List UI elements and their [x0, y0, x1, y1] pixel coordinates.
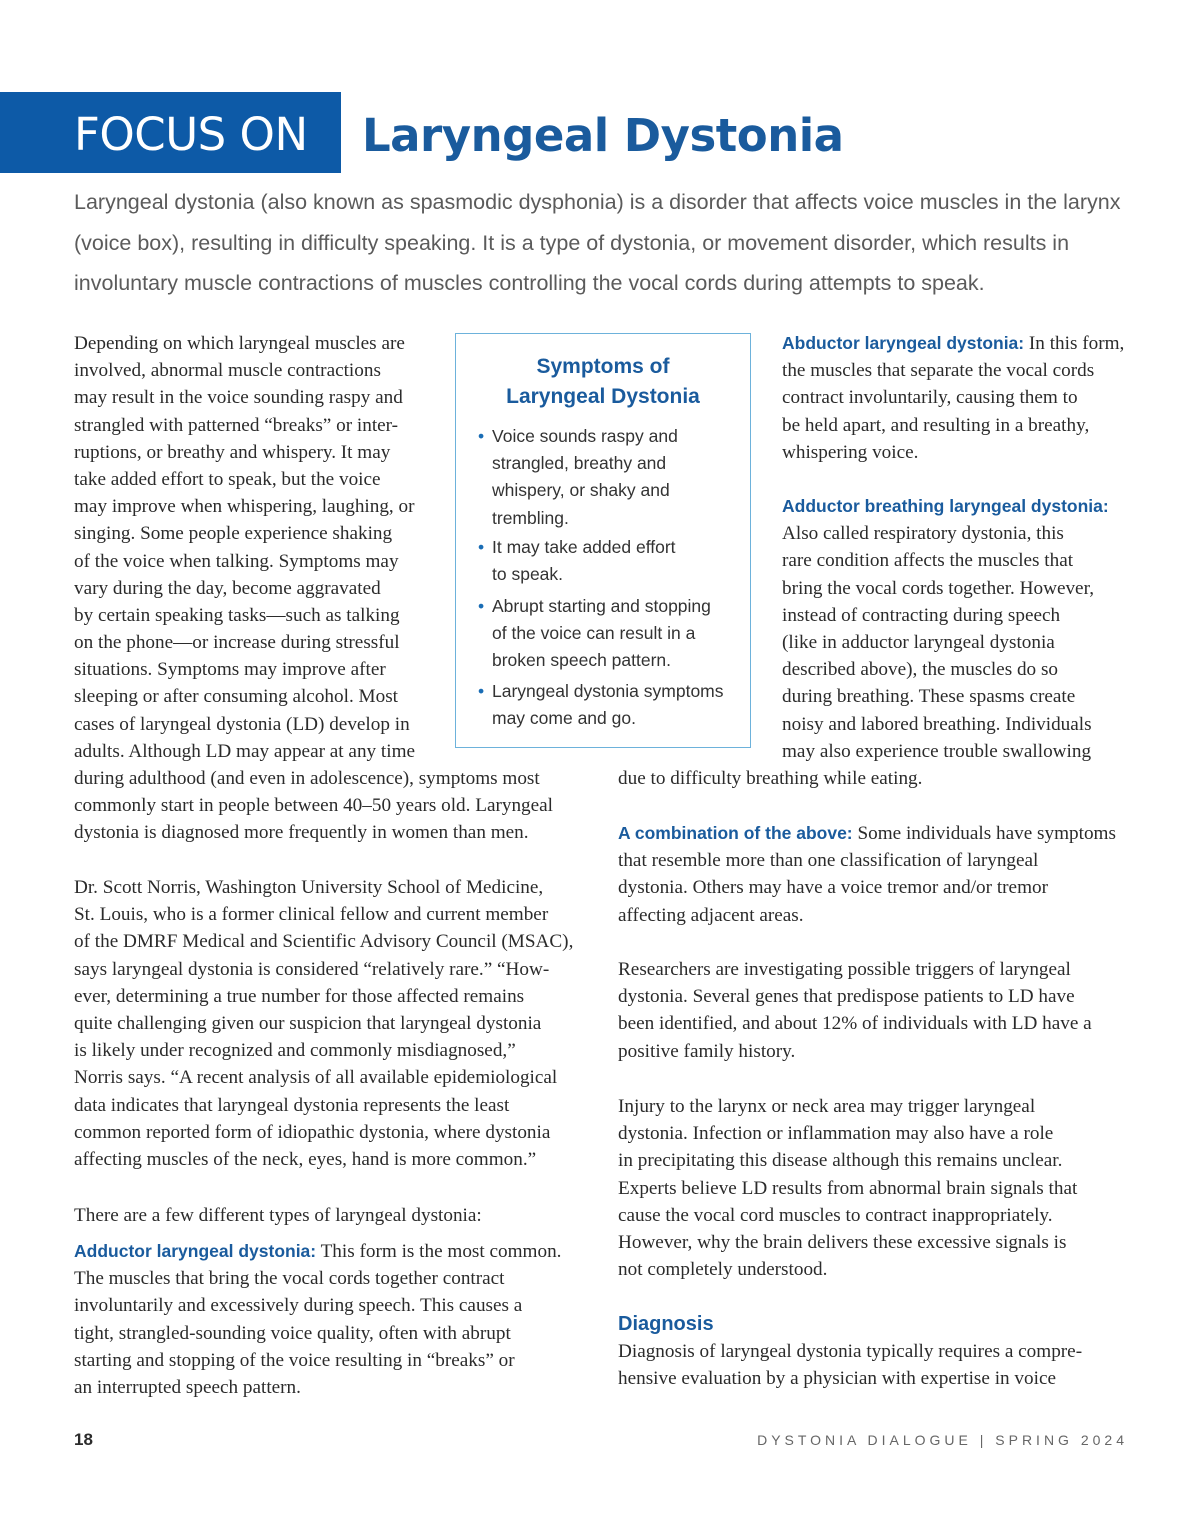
- text-line: of the DMRF Medical and Scientific Advisory Council (MSAC),: [74, 931, 574, 953]
- text-line: dystonia is diagnosed more frequently in women than men.: [74, 822, 529, 844]
- text-line: be held apart, and resulting in a breathy,: [782, 414, 1090, 436]
- text-line: whispery, or shaky and: [492, 480, 670, 501]
- text-line: Experts believe LD results from abnormal brain signals that: [618, 1177, 1078, 1199]
- text-line: quite challenging given our suspicion that laryngeal dystonia: [74, 1012, 542, 1034]
- page-title: Laryngeal Dystonia: [362, 109, 844, 162]
- text-line: described above), the muscles do so: [782, 659, 1059, 681]
- text-line: St. Louis, who is a former clinical fellow and current member: [74, 904, 549, 926]
- text-line: by certain speaking tasks—such as talking: [74, 604, 400, 626]
- text-line: on the phone—or increase during stressful: [74, 632, 400, 654]
- text-line: affecting adjacent areas.: [618, 904, 804, 926]
- text-line: The muscles that bring the vocal cords together contract: [74, 1268, 505, 1290]
- researchers-paragraph: [618, 956, 1092, 1065]
- text-line: of the voice when talking. Symptoms may: [74, 550, 399, 572]
- text-line: (like in adductor laryngeal dystonia: [782, 631, 1055, 653]
- types-intro-text: There are a few different types of laryngeal dystonia:: [74, 1205, 482, 1226]
- combination-first-line: [618, 820, 1116, 847]
- text-line: adults. Although LD may appear at any time: [74, 740, 416, 762]
- text-line: cases of laryngeal dystonia (LD) develop in: [74, 713, 410, 735]
- injury-paragraph: [618, 1093, 1077, 1283]
- text-line: Depending on which laryngeal muscles are: [74, 333, 405, 354]
- text-line: sleeping or after consuming alcohol. Most: [74, 686, 398, 708]
- bullet-icon: •: [478, 681, 485, 701]
- text-line: dystonia. Several genes that predispose patients to LD have: [618, 986, 1075, 1008]
- text-line: involuntarily and excessively during speech. This causes a: [74, 1295, 523, 1317]
- banner-label: FOCUS ON: [74, 108, 308, 161]
- sidebar-title-line: Symptoms of: [536, 355, 670, 378]
- bullet-icon: •: [478, 426, 485, 446]
- text-line: Abrupt starting and stopping: [492, 596, 711, 616]
- text-line: affecting muscles of the neck, eyes, hand is more common.”: [74, 1148, 537, 1170]
- text-line: an interrupted speech pattern.: [74, 1376, 301, 1398]
- text-line: to speak.: [492, 564, 564, 585]
- sidebar-title-line: Laryngeal Dystonia: [506, 385, 700, 408]
- text-line: the muscles that separate the vocal cords: [782, 360, 1095, 382]
- text-line: may also experience trouble swallowing: [782, 740, 1092, 762]
- intro-paragraph: Laryngeal dystonia (also known as spasmodic dysphonia) is a disorder that affects voice muscles in the larynx (voice box), resulting in difficulty speaking. It is a type of dystonia, or movement disorder, which results in involuntary muscle contractions of muscles controlling the vocal cords during attempts to speak.: [74, 190, 1121, 295]
- abductor-first-rest: In this form,: [1024, 333, 1125, 354]
- text-line: vary during the day, become aggravated: [74, 577, 381, 599]
- abductor-lead: Abductor laryngeal dystonia:: [782, 333, 1025, 353]
- text-line: take added effort to speak, but the voice: [74, 468, 381, 490]
- text-line: data indicates that laryngeal dystonia represents the least: [74, 1094, 510, 1116]
- text-line: Diagnosis of laryngeal dystonia typically requires a compre-: [618, 1341, 1083, 1362]
- text-line: during adulthood (and even in adolescence), symptoms most: [74, 768, 540, 789]
- page-number: 18: [74, 1430, 93, 1449]
- text-line: Researchers are investigating possible triggers of laryngeal: [618, 959, 1071, 980]
- text-line: ruptions, or breathy and whispery. It may: [74, 441, 391, 463]
- adductor-first-rest: This form is the most common.: [316, 1241, 562, 1262]
- text-line: It may take added effort: [492, 537, 676, 557]
- focus-on-banner: [0, 92, 341, 173]
- text-line: may improve when whispering, laughing, or: [74, 496, 415, 518]
- abductor-paragraph: [782, 330, 1124, 466]
- text-line: may come and go.: [492, 708, 636, 729]
- text-line: tight, strangled-sounding voice quality, often with abrupt: [74, 1322, 511, 1344]
- text-line: noisy and labored breathing. Individuals: [782, 713, 1092, 735]
- text-line: dystonia. Others may have a voice tremor and/or tremor: [618, 877, 1048, 899]
- text-line: is likely under recognized and commonly misdiagnosed,”: [74, 1040, 516, 1062]
- bullet-icon: •: [478, 596, 485, 616]
- text-line: bring the vocal cords together. However,: [782, 577, 1094, 599]
- norris-paragraph: [74, 874, 573, 1173]
- text-line: that resemble more than one classification of laryngeal: [618, 850, 1039, 872]
- left-column-top: [74, 330, 553, 847]
- text-line: commonly start in people between 40–50 years old. Laryngeal: [74, 795, 554, 817]
- text-line: Injury to the larynx or neck area may trigger laryngeal: [618, 1096, 1036, 1117]
- text-line: strangled with patterned “breaks” or inter-: [74, 414, 399, 436]
- text-line: during breathing. These spasms create: [782, 686, 1076, 708]
- text-line: involved, abnormal muscle contractions: [74, 360, 381, 382]
- text-line: positive family history.: [618, 1040, 796, 1062]
- text-line: common reported form of idiopathic dystonia, where dystonia: [74, 1121, 551, 1143]
- adductor-breathing-lead: Adductor breathing laryngeal dystonia:: [782, 496, 1109, 516]
- text-line: rare condition affects the muscles that: [782, 550, 1074, 572]
- text-line: situations. Symptoms may improve after: [74, 659, 386, 681]
- abductor-first-line: [782, 330, 1124, 357]
- text-line: broken speech pattern.: [492, 650, 672, 671]
- text-line: contract involuntarily, causing them to: [782, 387, 1078, 409]
- text-line: not completely understood.: [618, 1259, 828, 1281]
- adductor-breathing-wide-line: due to difficulty breathing while eating.: [618, 768, 923, 789]
- text-line: Dr. Scott Norris, Washington University School of Medicine,: [74, 877, 544, 898]
- text-line: However, why the brain delivers these excessive signals is: [618, 1231, 1067, 1253]
- adductor-breathing-continued: [618, 765, 922, 792]
- text-line: Voice sounds raspy and: [492, 426, 678, 446]
- publication-name: DYSTONIA DIALOGUE | SPRING 2024: [757, 1432, 1128, 1448]
- text-line: Norris says. “A recent analysis of all available epidemiological: [74, 1067, 558, 1089]
- adductor-lead: Adductor laryngeal dystonia:: [74, 1241, 317, 1261]
- adductor-first-line: [74, 1238, 561, 1265]
- text-line: been identified, and about 12% of individuals with LD have a: [618, 1013, 1092, 1035]
- text-line: may result in the voice sounding raspy and: [74, 387, 403, 409]
- text-line: Laryngeal dystonia symptoms: [492, 681, 724, 701]
- text-line: Also called respiratory dystonia, this: [782, 523, 1064, 545]
- diagnosis-paragraph: [618, 1338, 1082, 1392]
- text-line: trembling.: [492, 507, 569, 528]
- text-line: cause the vocal cord muscles to contract inappropriately.: [618, 1204, 1053, 1226]
- text-line: whispering voice.: [782, 441, 919, 463]
- text-line: says laryngeal dystonia is considered “relatively rare.” “How-: [74, 958, 550, 980]
- text-line: in precipitating this disease although this remains unclear.: [618, 1150, 1063, 1172]
- text-line: starting and stopping of the voice resulting in “breaks” or: [74, 1349, 515, 1371]
- text-line: dystonia. Infection or inflammation may also have a role: [618, 1123, 1054, 1145]
- text-line: strangled, breathy and: [492, 453, 667, 474]
- bullet-icon: •: [478, 537, 485, 557]
- combination-first-rest: Some individuals have symptoms: [852, 823, 1116, 844]
- text-line: ever, determining a true number for those affected remains: [74, 985, 525, 1007]
- diagnosis-heading: Diagnosis: [618, 1313, 714, 1335]
- text-line: of the voice can result in a: [492, 623, 696, 644]
- adductor-paragraph: [74, 1238, 561, 1401]
- text-line: hensive evaluation by a physician with expertise in voice: [618, 1368, 1056, 1390]
- adductor-breathing-lead-line: [782, 493, 1109, 520]
- adductor-breathing-paragraph: [782, 493, 1109, 765]
- text-line: instead of contracting during speech: [782, 604, 1061, 626]
- types-intro: [74, 1202, 482, 1229]
- combination-paragraph: [618, 820, 1116, 929]
- text-line: singing. Some people experience shaking: [74, 523, 393, 545]
- combination-lead: A combination of the above:: [618, 823, 853, 843]
